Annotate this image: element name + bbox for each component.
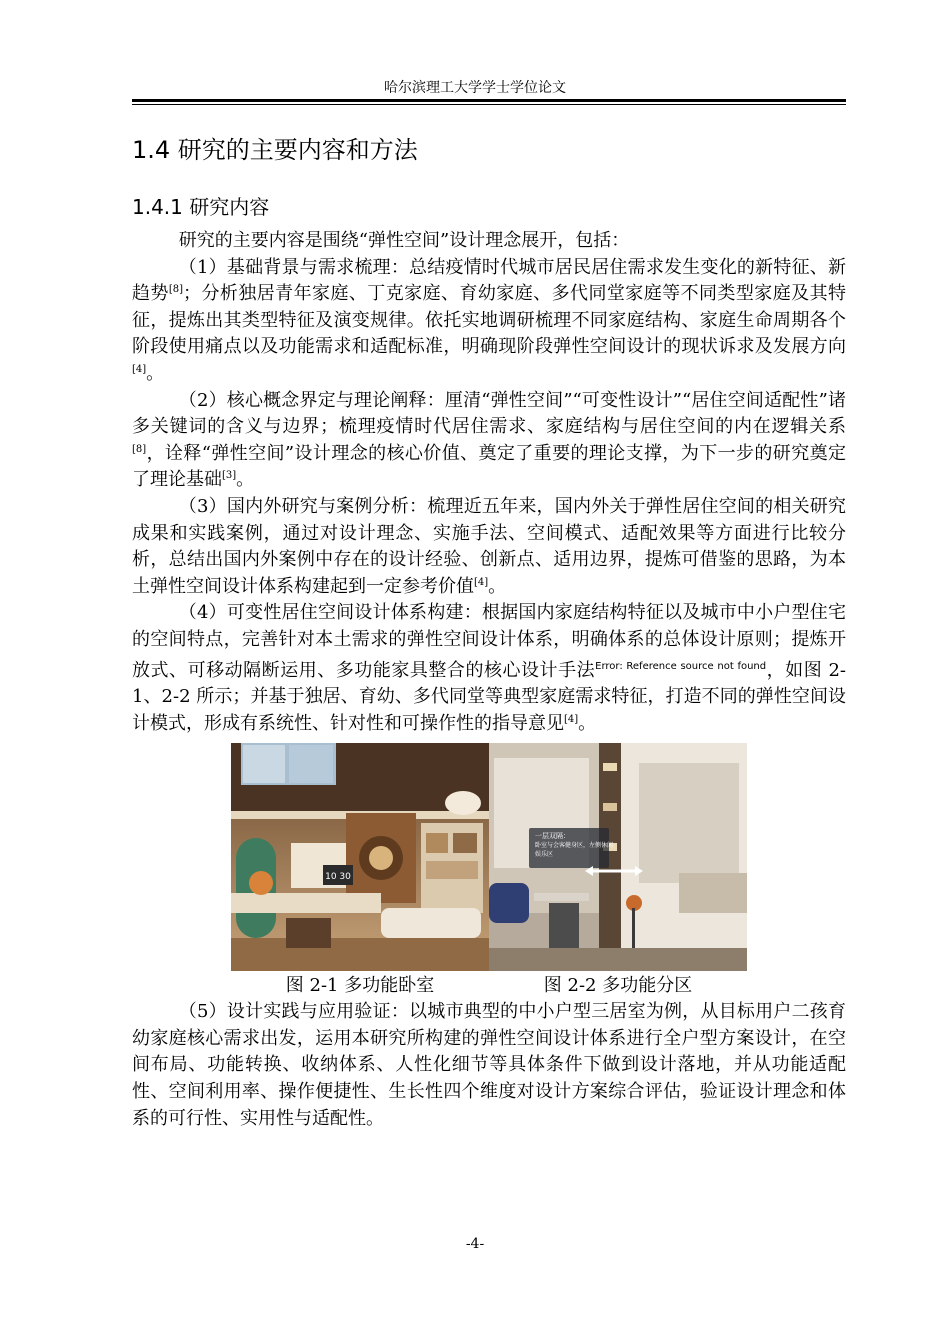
figure-label-3: 娱乐区 <box>535 851 554 859</box>
running-header: 哈尔滨理工大学学士学位论文 <box>384 80 566 96</box>
reference-error: Error: Reference source not found <box>595 660 767 672</box>
paragraph-3-text-a: （3）国内外研究与案例分析：梳理近五年来，国内外关于弹性居住空间的相关研究成果和实践案例，通过对设计理念、实施手法、空间模式、适配效果等方面进行比较分析，总结出国内外案例中存在的设计经验、创新点、适用边界，提炼可借鉴的思路，为本土弹性空间设计体系构建起到一定参考价值 <box>132 495 846 597</box>
paragraph-2-text-b: ，诠释“弹性空间”设计理念的核心价值、奠定了重要的理论支撑，为下一步的研究奠定了理论基础 <box>132 442 846 491</box>
page-number: -4- <box>465 1236 485 1252</box>
paragraph-3 <box>132 494 846 600</box>
subsection-title: 1.4.1 研究内容 <box>132 195 270 219</box>
citation-ref[interactable]: [8] <box>132 443 147 455</box>
figure-2-2-caption: 图 2-2 多功能分区 <box>543 975 693 997</box>
citation-ref[interactable]: [4] <box>564 713 579 725</box>
paragraph-4 <box>132 600 846 737</box>
paragraph-5: （5）设计实践与应用验证：以城市典型的中小户型三居室为例，从目标用户二孩育幼家庭核心需求出发，运用本研究所构建的弹性空间设计体系进行全户型方案设计，在空间布局、功能转换、收纳体系、人性化细节等具体条件下做到设计落地，并从功能适配性、空间利用率、操作便捷性、生长性四个维度对设计方案综合评估，验证设计理念和体系的可行性、实用性与适配性。 <box>132 1001 846 1129</box>
paragraph-2-text-a: （2）核心概念界定与理论阐释：厘清“弹性空间”“可变性设计”“居住空间适配性”诸多关键词的含义与边界；梳理疫情时代居住需求、家庭结构与居住空间的内在逻辑关系 <box>132 389 846 438</box>
citation-ref[interactable]: [4] <box>474 576 489 588</box>
header-rule-thick <box>132 99 846 102</box>
figure-2-1-caption: 图 2-1 多功能卧室 <box>285 975 435 997</box>
page-content <box>132 130 846 1132</box>
figure-label-1: 一层双隔： <box>535 832 570 841</box>
paragraph-4-text-c: 。 <box>578 712 597 734</box>
figure-row <box>132 743 846 971</box>
citation-ref[interactable]: [8] <box>168 284 184 296</box>
figure-2-1-image <box>231 743 489 971</box>
paragraph-4-text-b: ，如图 2-1、2-2 所示；并基于独居、育幼、多代同堂等典型家庭需求特征，打造不同的弹性空间设计模式，形成有系统性、针对性和可操作性的指导意见 <box>132 659 847 734</box>
paragraph-1 <box>132 255 846 388</box>
paragraph-3-text-b: 。 <box>488 575 507 597</box>
header-rule-thin <box>132 104 846 105</box>
figure-2-2-image <box>489 743 747 971</box>
citation-ref[interactable]: [4] <box>132 363 147 375</box>
paragraph-1-text-c: 。 <box>146 362 165 384</box>
paragraph-2 <box>132 388 846 494</box>
figure-captions <box>132 973 846 999</box>
figure-label-2: 卧室与会客健身区，左侧休闲 <box>535 842 614 850</box>
section-title: 1.4 研究的主要内容和方法 <box>132 136 418 164</box>
paragraph-1-text-b: ；分析独居青年家庭、丁克家庭、育幼家庭、多代同堂家庭等不同类型家庭及其特征，提炼出其类型特征及演变规律。依托实地调研梳理不同家庭结构、家庭生命周期各个阶段使用痛点以及功能需求和适配标准，明确现阶段弹性空间设计的现状诉求及发展方向 <box>132 283 846 358</box>
paragraph-1-text-a: （1）基础背景与需求梳理：总结疫情时代城市居民居住需求发生变化的新特征、新趋势 <box>132 256 846 305</box>
paragraph-2-text-c: 。 <box>236 469 255 491</box>
intro-paragraph: 研究的主要内容是围绕“弹性空间”设计理念展开，包括： <box>178 230 630 251</box>
citation-ref[interactable]: [3] <box>222 470 237 482</box>
paragraph-4-text-a: （4）可变性居住空间设计体系构建：根据国内家庭结构特征以及城市中小户型住宅的空间特点，完善针对本土需求的弹性空间设计体系，明确体系的总体设计原则；提炼开放式、可移动隔断运用、多功能家具整合的核心设计手法 <box>132 602 846 681</box>
figure-clock-text: 10 30 <box>325 872 351 883</box>
